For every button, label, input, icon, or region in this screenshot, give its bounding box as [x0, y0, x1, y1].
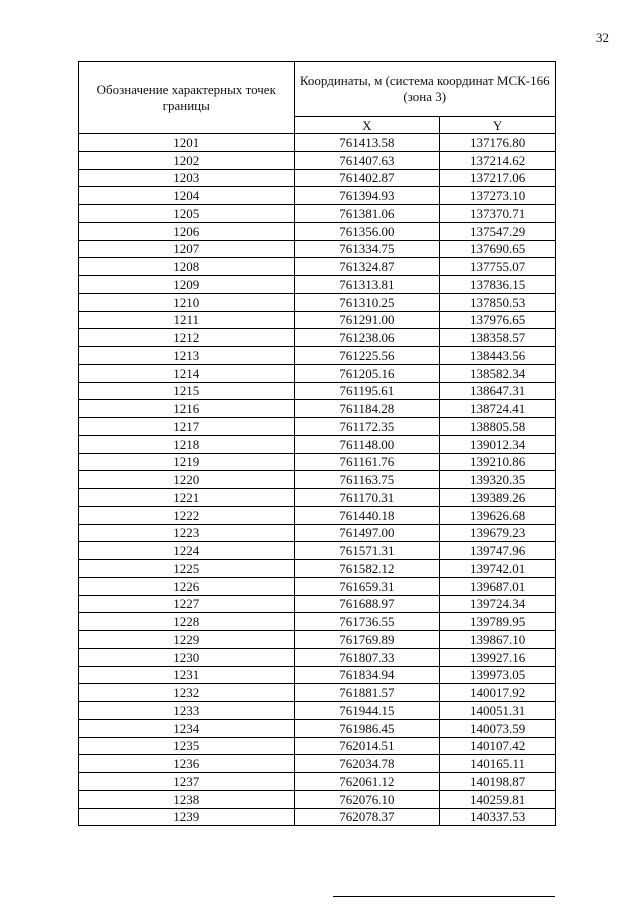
y-coordinate-cell: 140337.53: [440, 808, 556, 826]
point-id-cell: 1236: [79, 755, 295, 773]
point-id-cell: 1233: [79, 702, 295, 720]
footer-divider: [333, 896, 555, 897]
table-row: [79, 702, 556, 720]
y-coordinate-cell: 139320.35: [440, 471, 556, 489]
x-coordinate-cell: 761381.06: [294, 205, 440, 223]
point-id-cell: 1218: [79, 435, 295, 453]
table-row: [79, 755, 556, 773]
x-coordinate-cell: 761407.63: [294, 151, 440, 169]
table-row: [79, 382, 556, 400]
x-coordinate-cell: 761170.31: [294, 489, 440, 507]
table-row: [79, 222, 556, 240]
point-id-cell: 1215: [79, 382, 295, 400]
point-id-cell: 1237: [79, 773, 295, 791]
y-coordinate-cell: 137547.29: [440, 222, 556, 240]
table-row: [79, 205, 556, 223]
x-coordinate-cell: 761205.16: [294, 364, 440, 382]
point-id-cell: 1205: [79, 205, 295, 223]
x-coordinate-cell: 762078.37: [294, 808, 440, 826]
y-coordinate-cell: 138724.41: [440, 400, 556, 418]
point-id-cell: 1238: [79, 790, 295, 808]
page-number: 32: [596, 30, 609, 45]
table-row: [79, 524, 556, 542]
table-row: [79, 187, 556, 205]
y-coordinate-cell: 139724.34: [440, 595, 556, 613]
point-id-cell: 1229: [79, 631, 295, 649]
y-coordinate-cell: 140051.31: [440, 702, 556, 720]
y-coordinate-cell: 139210.86: [440, 453, 556, 471]
point-id-cell: 1217: [79, 418, 295, 436]
table-row: [79, 347, 556, 365]
point-id-cell: 1207: [79, 240, 295, 258]
table-row: [79, 240, 556, 258]
y-coordinate-cell: 137690.65: [440, 240, 556, 258]
table-row: [79, 311, 556, 329]
point-id-cell: 1225: [79, 560, 295, 578]
point-id-cell: 1219: [79, 453, 295, 471]
point-id-cell: 1204: [79, 187, 295, 205]
table-row: [79, 418, 556, 436]
y-coordinate-cell: 139742.01: [440, 560, 556, 578]
point-id-cell: 1216: [79, 400, 295, 418]
x-coordinate-cell: 761172.35: [294, 418, 440, 436]
y-coordinate-cell: 138582.34: [440, 364, 556, 382]
y-coordinate-cell: 139747.96: [440, 542, 556, 560]
table-body: [79, 134, 556, 826]
x-coordinate-cell: 761944.15: [294, 702, 440, 720]
table-row: [79, 773, 556, 791]
coordinates-table: [78, 61, 556, 826]
y-coordinate-cell: 138647.31: [440, 382, 556, 400]
point-id-cell: 1239: [79, 808, 295, 826]
table-row: [79, 648, 556, 666]
y-coordinate-cell: 139867.10: [440, 631, 556, 649]
y-coordinate-cell: 140259.81: [440, 790, 556, 808]
table-row: [79, 276, 556, 294]
table-row: [79, 542, 556, 560]
x-coordinate-cell: 761881.57: [294, 684, 440, 702]
table-row: [79, 258, 556, 276]
point-id-cell: 1230: [79, 648, 295, 666]
x-coordinate-cell: 761688.97: [294, 595, 440, 613]
table-row: [79, 737, 556, 755]
x-coordinate-cell: 762061.12: [294, 773, 440, 791]
point-id-cell: 1214: [79, 364, 295, 382]
point-id-cell: 1234: [79, 719, 295, 737]
x-coordinate-cell: 761769.89: [294, 631, 440, 649]
table-row: [79, 577, 556, 595]
point-id-cell: 1232: [79, 684, 295, 702]
x-coordinate-cell: 761402.87: [294, 169, 440, 187]
point-id-cell: 1228: [79, 613, 295, 631]
table-row: [79, 329, 556, 347]
point-id-cell: 1201: [79, 134, 295, 152]
x-coordinate-cell: 761238.06: [294, 329, 440, 347]
x-coordinate-cell: 761582.12: [294, 560, 440, 578]
y-coordinate-cell: 140198.87: [440, 773, 556, 791]
x-coordinate-cell: 761413.58: [294, 134, 440, 152]
table-row: [79, 134, 556, 152]
y-coordinate-cell: 139973.05: [440, 666, 556, 684]
x-coordinate-cell: 761807.33: [294, 648, 440, 666]
y-column-header: Y: [440, 117, 556, 134]
x-coordinate-cell: 761659.31: [294, 577, 440, 595]
x-coordinate-cell: 762014.51: [294, 737, 440, 755]
y-coordinate-cell: 137176.80: [440, 134, 556, 152]
y-coordinate-cell: 138443.56: [440, 347, 556, 365]
x-coordinate-cell: 761440.18: [294, 506, 440, 524]
point-id-cell: 1227: [79, 595, 295, 613]
table-row: [79, 471, 556, 489]
point-id-cell: 1213: [79, 347, 295, 365]
point-id-cell: 1220: [79, 471, 295, 489]
table-row: [79, 790, 556, 808]
x-coordinate-cell: 761163.75: [294, 471, 440, 489]
point-id-cell: 1221: [79, 489, 295, 507]
x-coordinate-cell: 761497.00: [294, 524, 440, 542]
x-coordinate-cell: 761834.94: [294, 666, 440, 684]
table-row: [79, 719, 556, 737]
y-coordinate-cell: 139687.01: [440, 577, 556, 595]
y-coordinate-cell: 140165.11: [440, 755, 556, 773]
x-coordinate-cell: 762076.10: [294, 790, 440, 808]
coordinates-header: Координаты, м (система координат МСК-166 (зона 3): [294, 62, 556, 117]
point-id-cell: 1212: [79, 329, 295, 347]
y-coordinate-cell: 137370.71: [440, 205, 556, 223]
y-coordinate-cell: 140107.42: [440, 737, 556, 755]
x-coordinate-cell: 761291.00: [294, 311, 440, 329]
x-coordinate-cell: 761195.61: [294, 382, 440, 400]
table-row: [79, 293, 556, 311]
y-coordinate-cell: 137976.65: [440, 311, 556, 329]
y-coordinate-cell: 139679.23: [440, 524, 556, 542]
x-coordinate-cell: 761324.87: [294, 258, 440, 276]
table-row: [79, 169, 556, 187]
table-row: [79, 613, 556, 631]
y-coordinate-cell: 138358.57: [440, 329, 556, 347]
y-coordinate-cell: 137755.07: [440, 258, 556, 276]
y-coordinate-cell: 137217.06: [440, 169, 556, 187]
x-coordinate-cell: 761356.00: [294, 222, 440, 240]
point-id-cell: 1226: [79, 577, 295, 595]
point-designation-header: Обозначение характерных точек границы: [79, 62, 295, 134]
y-coordinate-cell: 137214.62: [440, 151, 556, 169]
point-id-cell: 1206: [79, 222, 295, 240]
y-coordinate-cell: 137273.10: [440, 187, 556, 205]
y-coordinate-cell: 139389.26: [440, 489, 556, 507]
table-row: [79, 151, 556, 169]
table-row: [79, 506, 556, 524]
x-coordinate-cell: 761184.28: [294, 400, 440, 418]
point-id-cell: 1209: [79, 276, 295, 294]
y-coordinate-cell: 139626.68: [440, 506, 556, 524]
table-row: [79, 666, 556, 684]
x-coordinate-cell: 761736.55: [294, 613, 440, 631]
x-coordinate-cell: 761986.45: [294, 719, 440, 737]
y-coordinate-cell: 139012.34: [440, 435, 556, 453]
table-row: [79, 595, 556, 613]
table-row: [79, 489, 556, 507]
table-row: [79, 435, 556, 453]
table-row: [79, 684, 556, 702]
point-id-cell: 1210: [79, 293, 295, 311]
table-row: [79, 453, 556, 471]
point-id-cell: 1224: [79, 542, 295, 560]
y-coordinate-cell: 139789.95: [440, 613, 556, 631]
point-id-cell: 1235: [79, 737, 295, 755]
table-row: [79, 400, 556, 418]
x-coordinate-cell: 762034.78: [294, 755, 440, 773]
point-id-cell: 1208: [79, 258, 295, 276]
point-id-cell: 1203: [79, 169, 295, 187]
x-coordinate-cell: 761148.00: [294, 435, 440, 453]
point-id-cell: 1202: [79, 151, 295, 169]
x-coordinate-cell: 761571.31: [294, 542, 440, 560]
table-row: [79, 631, 556, 649]
x-coordinate-cell: 761313.81: [294, 276, 440, 294]
x-coordinate-cell: 761334.75: [294, 240, 440, 258]
point-id-cell: 1222: [79, 506, 295, 524]
table-row: [79, 808, 556, 826]
x-coordinate-cell: 761225.56: [294, 347, 440, 365]
point-id-cell: 1231: [79, 666, 295, 684]
y-coordinate-cell: 140073.59: [440, 719, 556, 737]
table-row: [79, 560, 556, 578]
x-coordinate-cell: 761394.93: [294, 187, 440, 205]
point-id-cell: 1223: [79, 524, 295, 542]
x-column-header: X: [294, 117, 440, 134]
y-coordinate-cell: 140017.92: [440, 684, 556, 702]
y-coordinate-cell: 138805.58: [440, 418, 556, 436]
y-coordinate-cell: 139927.16: [440, 648, 556, 666]
x-coordinate-cell: 761161.76: [294, 453, 440, 471]
table-row: [79, 364, 556, 382]
point-id-cell: 1211: [79, 311, 295, 329]
y-coordinate-cell: 137836.15: [440, 276, 556, 294]
x-coordinate-cell: 761310.25: [294, 293, 440, 311]
y-coordinate-cell: 137850.53: [440, 293, 556, 311]
